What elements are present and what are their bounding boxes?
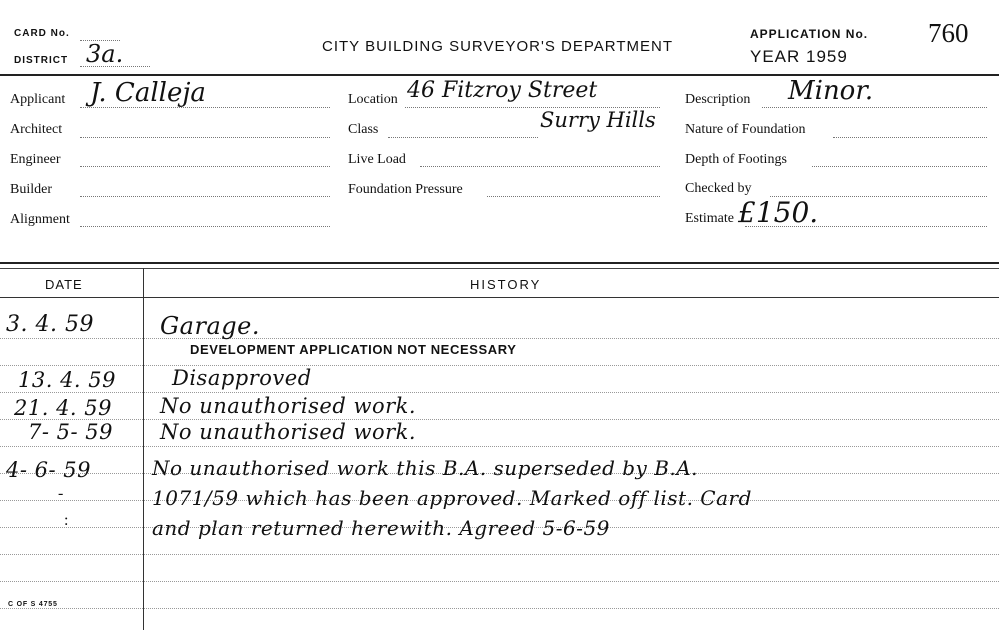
date-header: DATE (45, 277, 83, 292)
estimate-label: Estimate (685, 211, 734, 226)
row-history: No unauthorised work. (160, 420, 417, 444)
row-date: 4- 6- 59 (6, 458, 91, 482)
row-history: Garage. (160, 312, 260, 340)
ruled-line (0, 446, 999, 447)
ruled-line (0, 365, 999, 366)
builder-label: Builder (10, 182, 52, 197)
date-column-divider (143, 268, 144, 630)
live-load-label: Live Load (348, 152, 406, 167)
table-top-rule-2 (0, 268, 999, 269)
history-header: HISTORY (470, 277, 542, 292)
alignment-line (80, 226, 330, 227)
live-load-line (420, 166, 660, 167)
row-date: 7- 5- 59 (28, 420, 113, 444)
location-label: Location (348, 92, 398, 107)
foundation-pressure-line (487, 196, 660, 197)
row-history: Disapproved (172, 366, 312, 390)
class-label: Class (348, 122, 379, 137)
ruled-line (0, 392, 999, 393)
location-value: 46 Fitzroy Street (407, 78, 598, 103)
development-stamp: DEVELOPMENT APPLICATION NOT NECESSARY (190, 342, 517, 357)
row-history: No unauthorised work this B.A. superseded by B.A. (152, 456, 699, 480)
ditto-mark: - (58, 485, 64, 502)
builder-line (80, 196, 330, 197)
form-code: C OF S 4755 (8, 601, 58, 608)
table-top-rule (0, 262, 999, 264)
estimate-value: £150. (738, 196, 819, 229)
applicant-label: Applicant (10, 92, 66, 107)
nature-of-foundation-line (833, 137, 987, 138)
depth-of-footings-line (812, 166, 987, 167)
engineer-line (80, 166, 330, 167)
ruled-line (0, 338, 999, 339)
engineer-label: Engineer (10, 152, 61, 167)
year-label: YEAR 1959 (750, 47, 848, 66)
table-header-rule (0, 297, 999, 298)
location-value-2: Surry Hills (540, 108, 656, 132)
applicant-value: J. Calleja (90, 78, 206, 108)
alignment-label: Alignment (10, 212, 70, 227)
description-label: Description (685, 92, 751, 107)
row-history: 1071/59 which has been approved. Marked off list. Card (152, 486, 752, 510)
application-no-value: 760 (928, 18, 969, 48)
nature-of-foundation-label: Nature of Foundation (685, 122, 806, 137)
district-label: DISTRICT (14, 55, 69, 66)
ruled-line (0, 581, 999, 582)
application-no-label: APPLICATION No. (750, 27, 869, 41)
ruled-line (0, 419, 999, 420)
district-value: 3a. (86, 40, 124, 68)
description-value: Minor. (788, 76, 874, 106)
department-title: CITY BUILDING SURVEYOR'S DEPARTMENT (322, 38, 673, 55)
foundation-pressure-label: Foundation Pressure (348, 182, 463, 197)
depth-of-footings-label: Depth of Footings (685, 152, 787, 167)
checked-by-label: Checked by (685, 181, 752, 196)
card-no-label: CARD No. (14, 28, 70, 39)
description-line (762, 107, 987, 108)
class-line (388, 137, 538, 138)
ruled-line (0, 554, 999, 555)
row-date: 21. 4. 59 (14, 396, 113, 420)
row-history: No unauthorised work. (160, 394, 417, 418)
row-history: and plan returned herewith. Agreed 5-6-59 (152, 516, 610, 540)
row-date: 13. 4. 59 (18, 368, 117, 392)
ditto-mark: : (64, 512, 69, 529)
architect-label: Architect (10, 122, 63, 137)
architect-line (80, 137, 330, 138)
ruled-line (0, 608, 999, 609)
row-date: 3. 4. 59 (6, 312, 94, 337)
